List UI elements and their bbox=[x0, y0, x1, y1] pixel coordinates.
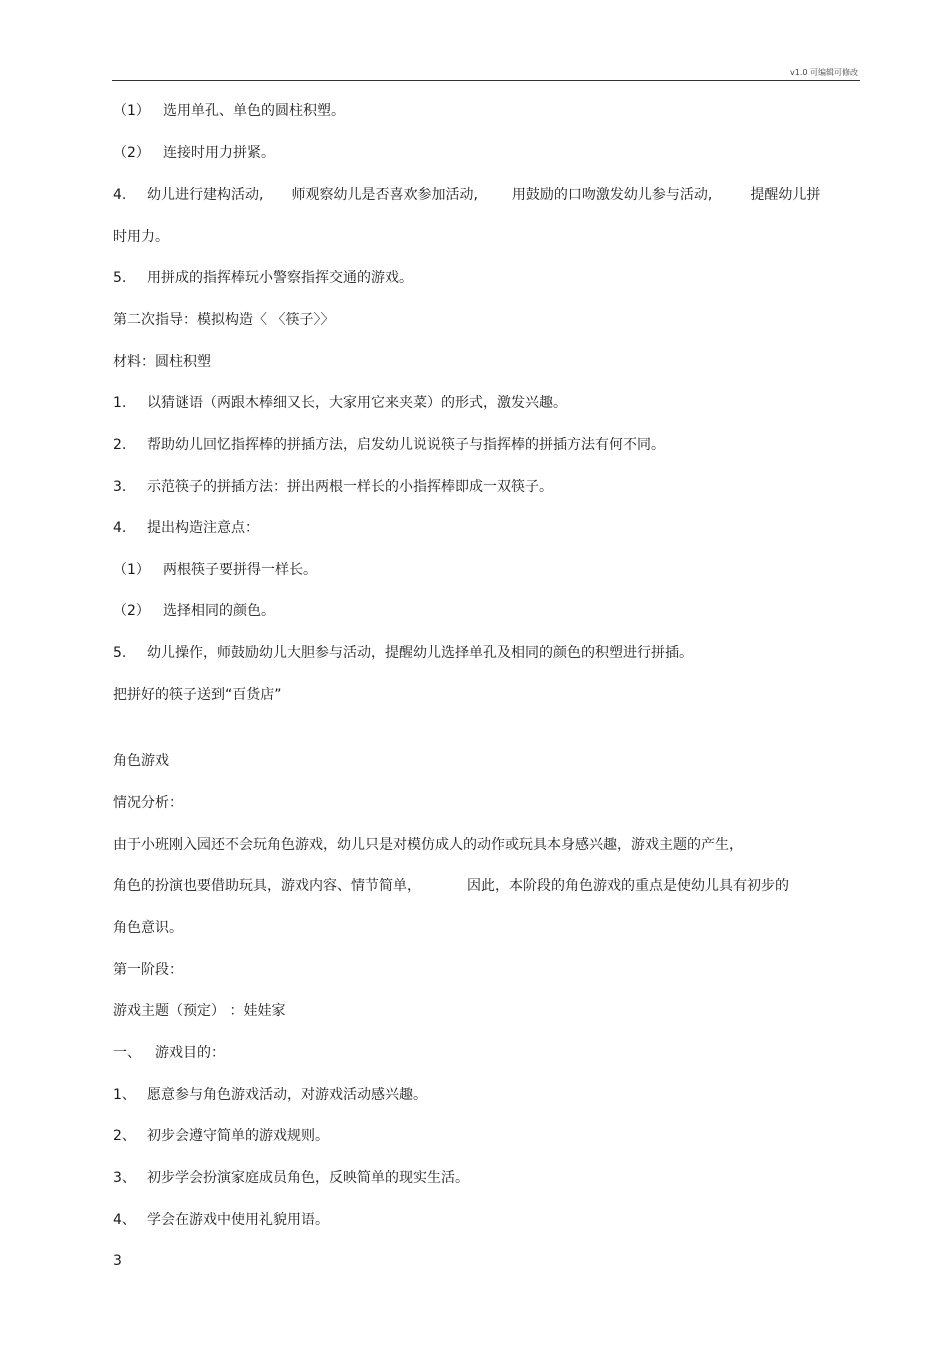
text-line bbox=[113, 143, 275, 163]
text-line bbox=[113, 101, 345, 121]
text-line bbox=[113, 643, 693, 663]
text-line bbox=[113, 1126, 329, 1146]
list-number: （2） bbox=[113, 603, 150, 619]
list-number: 2. bbox=[113, 437, 127, 453]
list-number: （2） bbox=[113, 145, 150, 161]
line-text-part: 提醒幼儿拼 bbox=[750, 187, 821, 203]
list-number: 5. bbox=[113, 645, 127, 661]
line-text: 提出构造注意点： bbox=[147, 520, 259, 536]
line-text: 用拼成的指挥棒玩小警察指挥交通的游戏。 bbox=[147, 270, 413, 286]
line-text-part: 角色的扮演也要借助玩具，游戏内容、情节简单， bbox=[113, 878, 421, 894]
text-line bbox=[113, 793, 183, 813]
page-number: 3 bbox=[113, 1253, 122, 1269]
line-text: 材料：圆柱积塑 bbox=[113, 354, 211, 370]
list-number: 一、 bbox=[113, 1045, 141, 1061]
text-line bbox=[113, 435, 665, 455]
text-line bbox=[113, 1168, 469, 1188]
list-number: 3、 bbox=[113, 1170, 136, 1186]
line-text: 学会在游戏中使用礼貌用语。 bbox=[147, 1212, 329, 1228]
line-text: 时用力。 bbox=[113, 229, 169, 245]
header-version-note: v1.0 可编辑可修改 bbox=[790, 68, 858, 77]
line-text: 初步学会扮演家庭成员角色，反映简单的现实生活。 bbox=[147, 1170, 469, 1186]
text-line bbox=[113, 185, 820, 205]
text-line bbox=[113, 918, 183, 938]
line-text-part: 用鼓励的口吻激发幼儿参与活动, bbox=[511, 187, 713, 203]
list-number: 4、 bbox=[113, 1212, 136, 1228]
list-number: （1） bbox=[113, 562, 150, 578]
line-text: 游戏目的： bbox=[155, 1045, 225, 1061]
list-number: 3. bbox=[113, 479, 127, 495]
section-heading bbox=[113, 751, 169, 771]
list-number: 2、 bbox=[113, 1128, 136, 1144]
list-number: （1） bbox=[113, 103, 150, 119]
text-line bbox=[113, 393, 567, 413]
line-text: 第一阶段： bbox=[113, 962, 183, 978]
line-text: 选用单孔、单色的圆柱积塑。 bbox=[163, 103, 345, 119]
text-line bbox=[113, 560, 317, 580]
line-text: 以猜谜语（两跟木棒细又长，大家用它来夹菜）的形式，激发兴趣。 bbox=[147, 395, 567, 411]
line-text: 选择相同的颜色。 bbox=[163, 603, 275, 619]
list-number: 1. bbox=[113, 395, 127, 411]
header-divider bbox=[112, 80, 860, 81]
line-text: 把拼好的筷子送到“百货店” bbox=[113, 687, 282, 703]
line-text: 初步会遵守简单的游戏规则。 bbox=[147, 1128, 329, 1144]
line-text: 由于小班刚入园还不会玩角色游戏，幼儿只是对模仿成人的动作或玩具本身感兴趣，游戏主题的产生， bbox=[113, 837, 743, 853]
line-text: 连接时用力拼紧。 bbox=[163, 145, 275, 161]
line-text: 幼儿操作，师鼓励幼儿大胆参与活动，提醒幼儿选择单孔及相同的颜色的积塑进行拼插。 bbox=[147, 645, 693, 661]
text-line bbox=[113, 268, 413, 288]
text-line bbox=[113, 1210, 329, 1230]
text-line bbox=[113, 1085, 427, 1105]
line-text: 示范筷子的拼插方法：拼出两根一样长的小指挥棒即成一双筷子。 bbox=[147, 479, 553, 495]
line-text-part: 幼儿进行建构活动, bbox=[147, 187, 264, 203]
text-line bbox=[113, 310, 334, 330]
text-line bbox=[113, 685, 282, 705]
list-number: 4. bbox=[113, 520, 127, 536]
text-line bbox=[113, 227, 169, 247]
list-number: 1、 bbox=[113, 1087, 136, 1103]
line-text: 角色游戏 bbox=[113, 753, 169, 769]
line-text: 帮助幼儿回忆指挥棒的拼插方法，启发幼儿说说筷子与指挥棒的拼插方法有何不同。 bbox=[147, 437, 665, 453]
text-line bbox=[113, 876, 789, 896]
line-text: 两根筷子要拼得一样长。 bbox=[163, 562, 317, 578]
text-line bbox=[113, 352, 211, 372]
line-text: 角色意识。 bbox=[113, 920, 183, 936]
line-text: 游戏主题（预定） ：娃娃家 bbox=[113, 1003, 286, 1019]
list-number: 5. bbox=[113, 270, 127, 286]
text-line bbox=[113, 835, 743, 855]
text-line bbox=[113, 960, 183, 980]
list-number: 4. bbox=[113, 187, 127, 203]
text-line bbox=[113, 477, 553, 497]
line-text-part: 因此，本阶段的角色游戏的重点是使幼儿具有初步的 bbox=[467, 878, 789, 894]
line-text-part: 师观察幼儿是否喜欢参加活动, bbox=[291, 187, 478, 203]
line-text: 第二次指导：模拟构造〈 〈筷子〉〉 bbox=[113, 312, 335, 328]
line-text: 情况分析： bbox=[113, 795, 183, 811]
text-line bbox=[113, 518, 259, 538]
text-line bbox=[113, 1043, 225, 1063]
text-line bbox=[113, 1001, 285, 1021]
line-text: 愿意参与角色游戏活动，对游戏活动感兴趣。 bbox=[147, 1087, 427, 1103]
text-line bbox=[113, 601, 275, 621]
